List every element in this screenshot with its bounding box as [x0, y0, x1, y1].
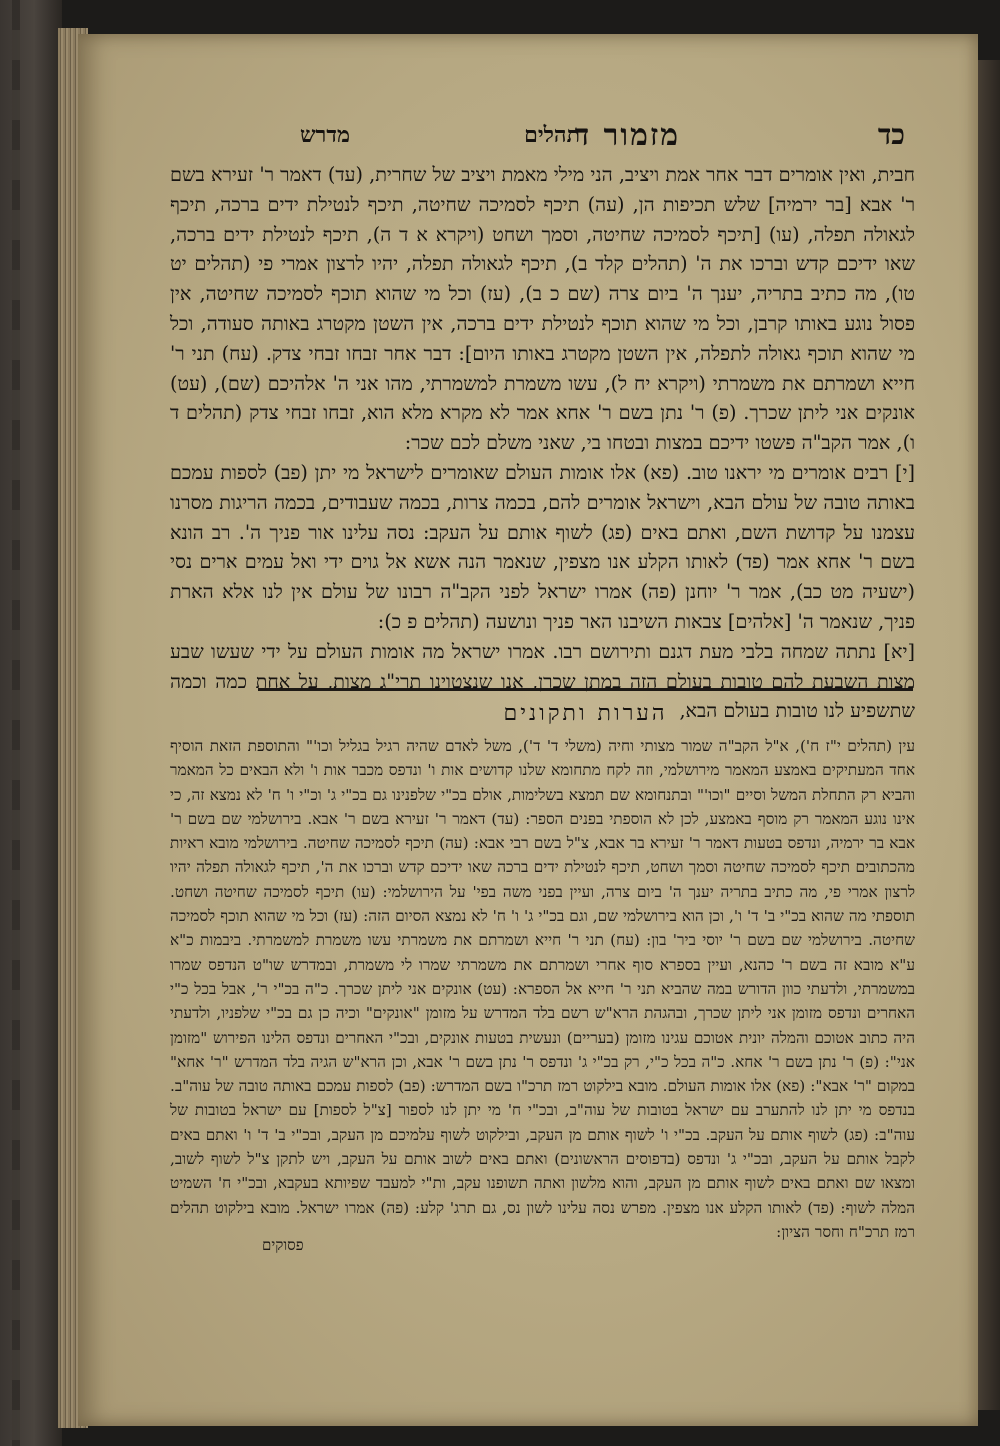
main-paragraph: [יא] נתתה שמחה בלבי מעת דגנם ותירושם רבו. אמרו ישראל מה אומות העולם על ידי שעשו שבע מצות השבעת להם טובות בעולם הזה במתן שכרן, אנו שנצטוינו תרי"ג מצות, על אחת כמה וכמה שתשפיע לנו טובות בעולם הבא, — [170, 639, 915, 723]
book-name: תהלים — [524, 122, 580, 148]
notes-paragraph: עין (תהלים י"ז ח'), א"ל הקב"ה שמור מצותי וחיה (משלי ד' ד'), משל לאדם שהיה רגיל בגליל וכו'" והתוספת הזאת הוסיף אחד המעתיקים באמצע המאמר מירושלמי, וזה לקח מתחומא שלנו קדושים אות ו' ונדפס מכבר אות ו' ולא הבאים כל המאמר והביא רק התחלת המשל וסיים "וכו'" ובתנחומא שם תמצא בשלימות, אולם בכ"י שלפנינו גם בכ"י ג' וכ"י ו' ח' לא נמצא זה, כי אינו נוגע המאמר רק מוסף באמצע, לכן לא הוספתי בפנים הספר: (עד) דאמר ר' זעירא בשם ר' אבא. בירושלמי שם בשם ר' אבא בר ירמיה, ונדפס בטעות דאמר ר' זעירא בר אבא, צ"ל בשם רבי אבא: (עה) תיכף לסמיכה שחיטה. בירושלמי מובא ראיות מהכתובים תיכף לסמיכה שחיטה וסמך ושחט, תיכף לנטילת ידים ברכה שאו ידיכם קדש וברכו את ה', תיכף לגאולה תפלה יהיו לרצון אמרי פי, מה כתיב בתריה יענך ה' ביום צרה, ועיין בפני משה בפי' על הירושלמי: (עו) תיכף לסמיכה שחיטה ושחט. תוספתי מה שהוא בכ"י ב' ד' ו', וכן הוא בירושלמי שם, וגם בכ"י ג' ו' ח' לא נמצא הסיום הזה: (עז) וכל מי שהוא תוכף לסמיכה שחיטה. בירושלמי שם בשם ר' יוסי ביר' בון: (עח) תני ר' חייא ושמרתם את משמרתי עשו משמרת למשמרתי. ביבמות כ"א ע"א מובא זה בשם ר' כהנא, ועיין בספרא סוף אחרי ושמרתם את משמרתי שמרו לי משמרת, ובמדרש שו"ט הנדפס שמרו במשמרתי, ולדעתי כוון הדורש במה שהביא תני ר' חייא אל הספרא: (עט) אונקים אני ליתן שכרך. כ"ה בכ"י ר', אבל בכל כ"י האחרים ונדפס מזומן אני ליתן שכרך, ובהגהת הרא"ש רשם בלד המדרש על מזומן "אונקים" וכיה כן גם בכ"י שלפניו, ולדעתי היה כתוב אטוכם והמלה יונית אטוכם עגינו מזומן (בעריים) ונעשית בטעות אונקים, ובכ"י האחרים ונדפס הלינו הפירוש "מזומן אני": (פ) ר' נתן בשם ר' אחא. כ"ה בכל כ"י, רק בכ"י ג' ונדפס ר' נתן בשם ר' אבא, וכן הרא"ש הגיה בלד המדרש "ר' אחא" במקום "ר' אבא": (פא) אלו אומות העולם. מובא בילקוט רמז תרכ"ו בשם המדרש: (פב) לספות עמכם באותה טובה של עוה"ב. בנדפס מי יתן לנו להתערב עם ישראל בטובות של עוה"ב, ובכ"י ח' מי יתן לנו לספור [צ"ל לספות] עם ישראל בטובות של עוה"ב: (פג) לשוף אותם על העקב. בכ"י ו' לשוף אותם מן העקב, ובילקוט לשוף עלמיכם מן העקב, ובכ"י ב' ד' ו' ואתם באים לקבל אותם על העקב, ובכ"י ג' ונדפס (בדפוסים הראשונים) ואתם באים לשוב אותם על העקב, ויש לתקן צ"ל לשוף לשוב, ומצאו שם ואתם באים לשוף אותם מן העקב, והוא מלשון ואתה תשופנו עקב, ות"י למעבד שפיותא בעקבא, ובכ"י ח' השמיט המלה לשוף: (פד) לאותו הקלע אנו מצפין. מפרש נסה עלינו לשון נס, גם תרג' קלע: (פה) אמרו ישראל. מובא בילקוט תהלים רמז תרכ"ח וחסר הציון: — [170, 737, 915, 1241]
binding-strip — [12, 0, 20, 1446]
midrash-label: מדרש — [299, 122, 350, 148]
main-paragraph: [י] רבים אומרים מי יראנו טוב. (פא) אלו אומות העולם שאומרים לישראל מי יתן (פב) לספות עמכם באותה טובה של עולם הבא, וישראל אומרים להם, בכמה צרות, בכמה שעבודים, בכמה הריגות מסרנו עצמנו על קדושת השם, ואתם באים (פג) לשוף אותם על העקב: נסה עלינו אור פניך ה'. רב הונא בשם ר' אחא אמר (פד) לאותו הקלע אנו מצפין, שנאמר הנה אשא אל גוים ידי ואל עמים ארים נסי (ישעיה מט כב), אמר ר' יוחנן (פה) אמרו ישראל לפני הקב"ה רבונו של עולם אין לנו אלא הארת פניך, שנאמר ה' [אלהים] צבאות השיבנו האר פניך ונושעה (תהלים פ כ): — [170, 460, 915, 633]
section-divider — [258, 688, 913, 691]
running-header — [235, 118, 905, 156]
main-text — [170, 160, 915, 726]
book-spine — [0, 0, 62, 1446]
right-cover-edge — [975, 60, 1000, 1410]
catchword: פסוקים — [262, 1236, 304, 1254]
main-paragraph: חבית, ואין אומרים דבר אחר אמת ויציב, הני מילי מאמת ויציב של שחרית, (עד) דאמר ר' זעירא בשם ר' אבא [בר ירמיה] שלש תכיפות הן, (עה) תיכף לסמיכה שחיטה, תיכף לנטילת ידים ברכה, תיכף לגאולה תפלה, (עו) [תיכף לסמיכה שחיטה, וסמך ושחט (ויקרא א ד ה), תיכף לנטילת ידים ברכה, שאו ידיכם קדש וברכו את ה' (תהלים קלד ב), תיכף לגאולה תפלה, יהיו לרצון אמרי פי (תהלים יט טו), מה כתיב בתריה, יענך ה' ביום צרה (שם כ ב), (עז) וכל מי שהוא תוכף לסמיכה שחיטה, אין פסול נוגע באותו קרבן, וכל מי שהוא תוכף לנטילת ידים ברכה, אין השטן מקטרג באותה סעודה, וכל מי שהוא תוכף גאולה לתפלה, אין השטן מקטרג באותו היום]: דבר אחר זבחו זבחי צדק. (עח) תני ר' חייא ושמרתם את משמרתי (ויקרא יח ל), עשו משמרת למשמרתי, מהו אני ה' אלהיכם (שם), (עט) אונקים אני ליתן שכרך. (פ) ר' נתן בשם ר' אחא אמר לא מקרא מלא הוא, זבחו זבחי צדק (תהלים ד ו), אמר הקב"ה פשטו ידיכם במצות ובטחו בי, שאני משלם לכם שכר: — [170, 163, 915, 455]
notes-text — [170, 734, 915, 1244]
page-number: כד — [877, 118, 905, 151]
psalm-title: מזמור ד — [574, 118, 680, 153]
notes-title: הערות ותקונים — [503, 701, 668, 726]
